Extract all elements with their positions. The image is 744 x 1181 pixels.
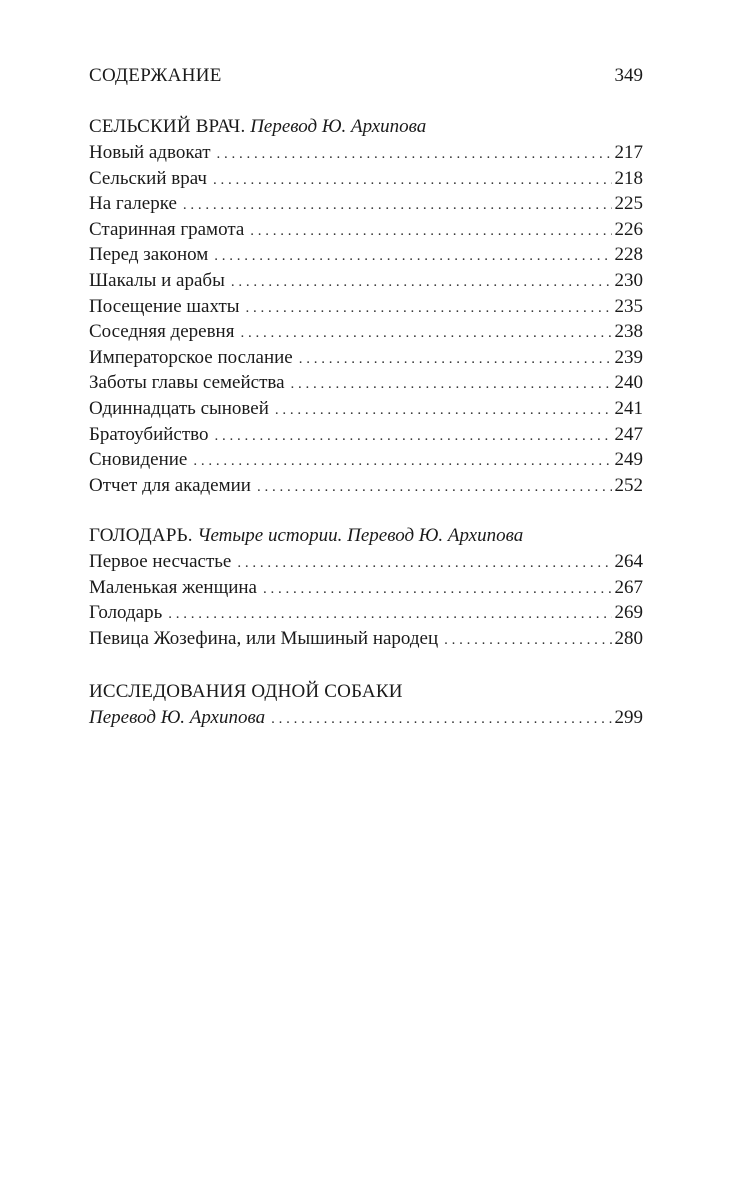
toc-entry-page: 240 (614, 372, 643, 394)
toc-entry[interactable] (89, 422, 643, 448)
section-heading-title: ИССЛЕДОВАНИЯ ОДНОЙ СОБАКИ (89, 681, 403, 702)
toc-entry-title: Старинная грамота (89, 218, 245, 240)
toc-entry-title: Сновидение (89, 449, 188, 471)
toc-entry-page: 226 (614, 218, 643, 240)
toc-entry[interactable] (89, 166, 643, 192)
dot-leader (275, 398, 612, 424)
toc-entry[interactable] (89, 268, 643, 294)
dot-leader (240, 321, 611, 347)
dot-leader (263, 577, 612, 603)
toc-entry-page: 239 (614, 346, 643, 368)
toc-entry-title: Братоубийство (89, 423, 209, 445)
toc-entry-title: Новый адвокат (89, 142, 211, 163)
section-heading (89, 523, 643, 549)
toc-section-golodar (89, 523, 643, 651)
toc-entry-title: Заботы главы семейства (89, 372, 285, 394)
toc-entry[interactable] (89, 370, 643, 396)
toc-entry-page: 264 (614, 551, 643, 572)
toc-entry-title: Соседняя деревня (89, 321, 235, 343)
dot-leader (237, 551, 611, 577)
toc-entry[interactable] (89, 294, 643, 320)
toc-entry[interactable] (89, 191, 643, 217)
section-heading (89, 679, 643, 705)
dot-leader (183, 193, 612, 219)
toc-section-selsky-vrach (89, 114, 643, 498)
toc-entry-title: Одиннадцать сыновей (89, 397, 269, 419)
toc-entry-page: 249 (614, 449, 643, 471)
dot-leader (271, 707, 611, 733)
section-heading (89, 114, 643, 140)
dot-leader (217, 142, 612, 168)
toc-entry-title: Отчет для академии (89, 474, 251, 496)
dot-leader (193, 449, 611, 475)
toc-entry-page: 235 (614, 295, 643, 317)
dot-leader (291, 372, 612, 398)
toc-entry-title: Первое несчастье (89, 551, 232, 572)
toc-entry-page: 299 (614, 707, 643, 728)
toc-entry-title: Шакалы и арабы (89, 269, 225, 291)
toc-entry-page: 238 (614, 321, 643, 343)
toc-entry[interactable] (89, 705, 643, 731)
toc-entry-title: Перед законом (89, 244, 209, 266)
dot-leader (231, 270, 612, 296)
dot-leader (213, 168, 612, 194)
toc-entry-page: 267 (614, 576, 643, 598)
toc-entry-page: 218 (614, 167, 643, 189)
dot-leader (246, 296, 612, 322)
toc-entry-page: 269 (614, 602, 643, 624)
toc-entry-page: 217 (614, 142, 643, 163)
toc-entry-page: 228 (614, 244, 643, 266)
toc-entry-title: Посещение шахты (89, 295, 240, 317)
dot-leader (168, 602, 611, 628)
dot-leader (257, 475, 612, 501)
toc-entry[interactable] (89, 396, 643, 422)
toc-entry[interactable] (89, 140, 643, 166)
toc-entry-page: 247 (614, 423, 643, 445)
dot-leader (444, 628, 611, 654)
toc-entry[interactable] (89, 242, 643, 268)
toc-entry[interactable] (89, 345, 643, 371)
section-heading-translator: Перевод Ю. Архипова (250, 116, 427, 137)
toc-entry-title: Маленькая женщина (89, 576, 257, 598)
toc-entry-title: Императорское послание (89, 346, 293, 368)
toc-entry-page: 230 (614, 269, 643, 291)
toc-entry-page: 252 (614, 474, 643, 496)
toc-section-issledovaniya (89, 679, 643, 731)
toc-entry[interactable] (89, 217, 643, 243)
toc-entry-title: Сельский врач (89, 167, 207, 189)
toc-entry-page: 241 (614, 397, 643, 419)
page-number: 349 (614, 65, 643, 86)
toc-entry[interactable] (89, 549, 643, 575)
section-heading-title: СЕЛЬСКИЙ ВРАЧ. (89, 116, 246, 137)
toc-entry[interactable] (89, 447, 643, 473)
toc-entry[interactable] (89, 626, 643, 652)
dot-leader (299, 347, 612, 373)
dot-leader (214, 244, 611, 270)
running-header (89, 64, 643, 88)
toc-entry[interactable] (89, 473, 643, 499)
toc-entry[interactable] (89, 600, 643, 626)
section-heading-title: ГОЛОДАРЬ. (89, 525, 193, 546)
page-header-title: СОДЕРЖАНИЕ (89, 65, 222, 86)
toc-entry[interactable] (89, 575, 643, 601)
toc-entry-title: На галерке (89, 193, 177, 215)
toc-entry[interactable] (89, 319, 643, 345)
toc-entry-title: Голодарь (89, 602, 163, 624)
toc-entry-page: 225 (614, 193, 643, 215)
dot-leader (250, 219, 611, 245)
toc-entry-title: Перевод Ю. Архипова (89, 707, 266, 728)
toc-entry-title: Певица Жозефина, или Мышиный народец (89, 627, 439, 649)
toc-entry-page: 280 (614, 627, 643, 649)
section-heading-translator: Четыре истории. Перевод Ю. Архипова (197, 525, 524, 546)
dot-leader (215, 424, 612, 450)
